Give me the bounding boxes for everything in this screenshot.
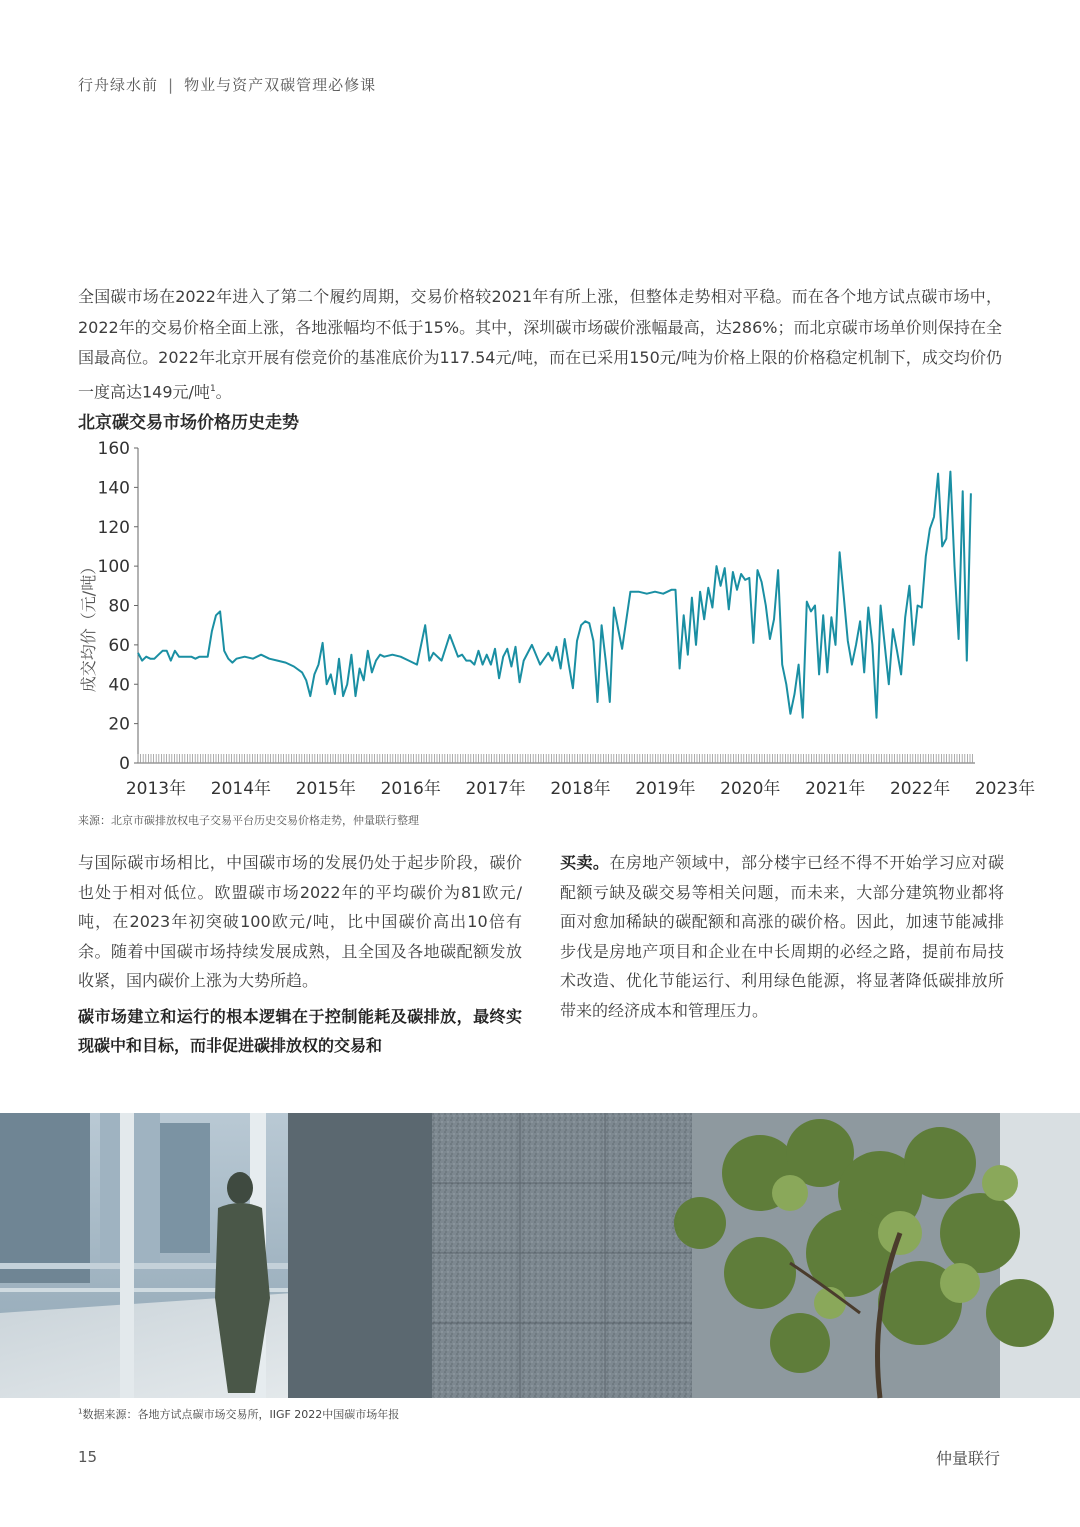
y-tick-label: 20 bbox=[108, 714, 130, 735]
x-tick-label: 2020年 bbox=[720, 779, 781, 799]
left-paragraph: 与国际碳市场相比，中国碳市场的发展仍处于起步阶段，碳价也处于相对低位。欧盟碳市场2022年的平均碳价为81欧元/吨，在2023年初突破100欧元/吨，比中国碳价高出10倍有余。随着中国碳市场持续发展成熟，且全国及各地碳配额发放收紧，国内碳价上涨为大势所趋。 bbox=[78, 853, 522, 990]
intro-end: 。 bbox=[215, 381, 232, 401]
x-tick-label: 2019年 bbox=[635, 779, 696, 799]
page-number: 15 bbox=[78, 1448, 98, 1466]
x-axis-minor-ticks bbox=[138, 754, 973, 763]
y-tick-label: 0 bbox=[119, 754, 130, 774]
chart-source: 来源：北京市碳排放权电子交易平台历史交易价格走势，仲量联行整理 bbox=[78, 814, 419, 827]
footer-brand: 仲量联行 bbox=[936, 1449, 1001, 1468]
left-bold-paragraph: 碳市场建立和运行的根本逻辑在于控制能耗及碳排放，最终实现碳中和目标，而非促进碳排放权的交易和 bbox=[78, 1006, 522, 1055]
y-axis-label: 成交均价（元/吨） bbox=[79, 558, 98, 693]
x-tick-label: 2017年 bbox=[465, 779, 526, 799]
footnote-marker: 1 bbox=[78, 1407, 83, 1416]
right-column bbox=[560, 848, 1004, 1025]
right-paragraph: 在房地产领域中，部分楼宇已经不得不开始学习应对碳配额亏缺及碳交易等相关问题，而未来，大部分建筑物业都将面对愈加稀缺的碳配额和高涨的碳价格。因此，加速节能减排步伐是房地产项目和企业在中长周期的必经之路，提前布局技术改造、优化节能运行、利用绿色能源，将显著降低碳排放所带来的经济成本和管理压力。 bbox=[560, 853, 1004, 1020]
right-bold-lead: 买卖。 bbox=[560, 853, 610, 872]
y-tick-label: 140 bbox=[97, 478, 130, 499]
building-photo bbox=[0, 1113, 1080, 1398]
footnote bbox=[78, 1406, 399, 1422]
intro-paragraph bbox=[78, 282, 1002, 407]
price-line-chart bbox=[70, 436, 1036, 810]
footnote-ref: 1 bbox=[209, 383, 216, 394]
footnote-text: 数据来源：各地方试点碳市场交易所，IIGF 2022中国碳市场年报 bbox=[82, 1408, 400, 1421]
intro-text: 全国碳市场在2022年进入了第二个履约周期，交易价格较2021年有所上涨，但整体走势相对平稳。而在各个地方试点碳市场中，2022年的交易价格全面上涨，各地涨幅均不低于15%。其中，深圳碳市场碳价涨幅最高，达286%；而北京碳市场单价则保持在全国最高位。2022年北京开展有偿竞价的基准底价为117.54元/吨，而在已采用150元/吨为价格上限的价格稳定机制下，成交均价仍一度高达149元/吨 bbox=[78, 287, 1002, 401]
x-tick-label: 2021年 bbox=[805, 779, 866, 799]
header-brand: 行舟绿水前 bbox=[78, 76, 159, 94]
photo-illustration bbox=[0, 1113, 1080, 1398]
y-tick-label: 80 bbox=[108, 596, 130, 617]
header-separator: | bbox=[168, 76, 175, 94]
y-tick-label: 40 bbox=[108, 675, 130, 696]
x-tick-label: 2014年 bbox=[210, 779, 272, 799]
y-tick-label: 160 bbox=[97, 439, 130, 459]
x-tick-label: 2016年 bbox=[380, 779, 441, 799]
y-tick-label: 120 bbox=[97, 517, 130, 538]
y-tick-label: 60 bbox=[108, 635, 130, 656]
x-tick-label: 2023年 bbox=[974, 779, 1036, 799]
price-series-line bbox=[138, 472, 971, 718]
y-tick-label: 100 bbox=[97, 557, 130, 578]
header-course: 物业与资产双碳管理必修课 bbox=[184, 76, 377, 94]
chart-title: 北京碳交易市场价格历史走势 bbox=[78, 413, 299, 433]
running-header bbox=[78, 74, 376, 95]
x-tick-label: 2013年 bbox=[125, 779, 187, 799]
x-tick-label: 2022年 bbox=[889, 779, 951, 799]
left-column bbox=[78, 848, 522, 1067]
x-tick-label: 2018年 bbox=[550, 779, 611, 799]
x-tick-label: 2015年 bbox=[295, 779, 356, 799]
